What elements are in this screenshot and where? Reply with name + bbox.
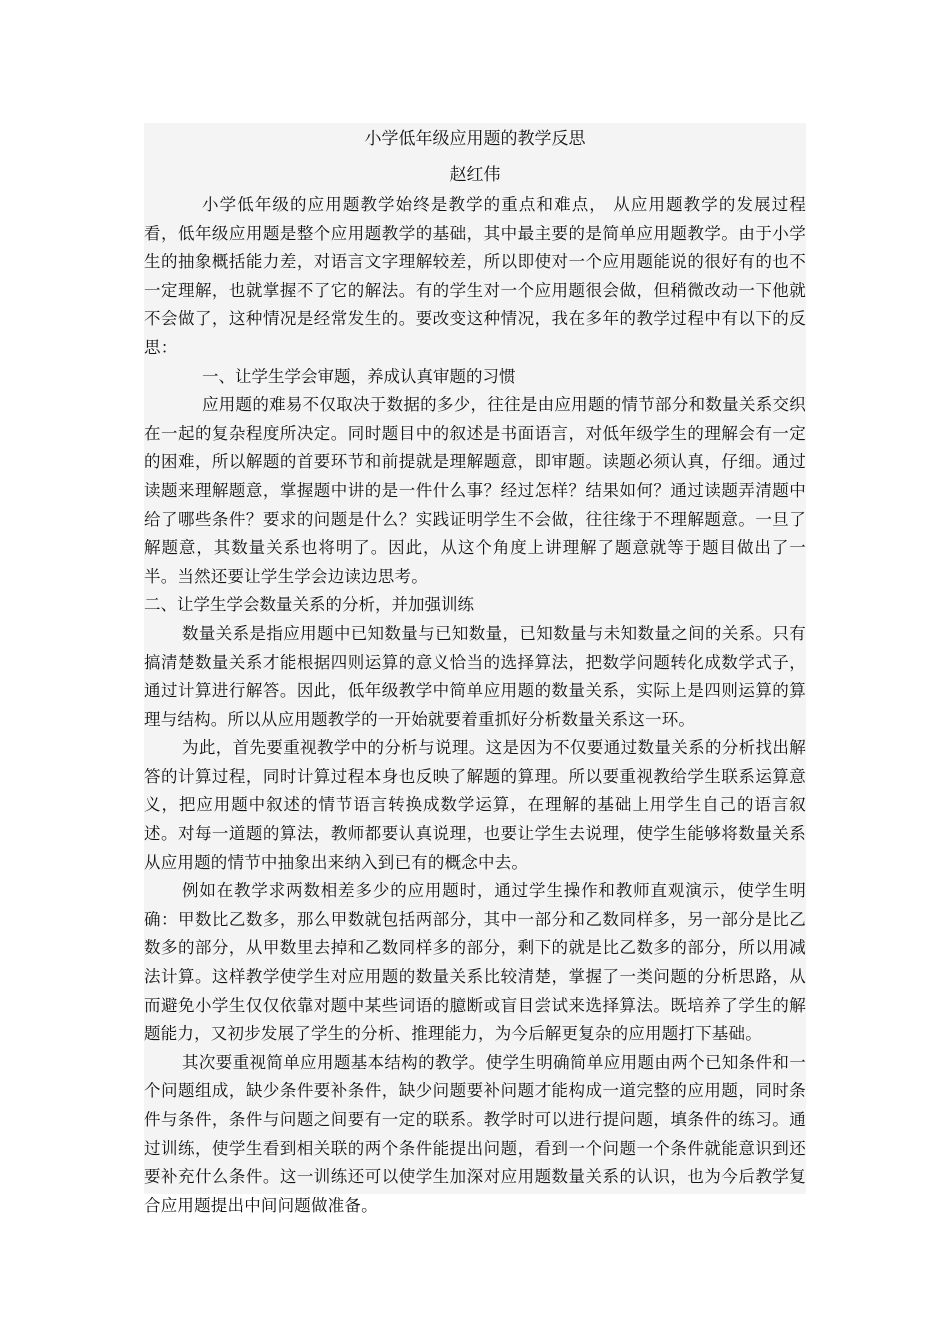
section-1-paragraph: 应用题的难易不仅取决于数据的多少，往往是由应用题的情节部分和数量关系交织在一起的复杂程度所决定。同时题目中的叙述是书面语言，对低年级学生的理解会有一定的困难，所以解题的首要环节和前提就是理解题意，即审题。读题必须认真，仔细。通过读题来理解题意，掌握题中讲的是一件什么事？经过怎样？结果如何？通过读题弄清题中给了哪些条件？要求的问题是什么？实践证明学生不会做，往往缘于不理解题意。一旦了解题意，其数量关系也将明了。因此，从这个角度上讲理解了题意就等于题目做出了一半。当然还要让学生学会边读边思考。 xyxy=(144,395,806,586)
section-2-paragraph: 其次要重视简单应用题基本结构的教学。使学生明确简单应用题由两个已知条件和一个问题组成，缺少条件要补条件，缺少问题要补问题才能构成一道完整的应用题，同时条件与条件，条件与问题之间要有一定的联系。教学时可以进行提问题，填条件的练习。通过训练，使学生看到相关联的两个条件能提出问题，看到一个问题一个条件就能意识到还要补充什么条件。这一训练还可以使学生加深对应用题数量关系的认识，也为今后教学复合应用题提出中间问题做准备。 xyxy=(144,1052,806,1215)
section-2-paragraph: 例如在教学求两数相差多少的应用题时，通过学生操作和教师直观演示，使学生明确：甲数比乙数多，那么甲数就包括两部分，其中一部分和乙数同样多，另一部分是比乙数多的部分，从甲数里去掉和乙数同样多的部分，剩下的就是比乙数多的部分，所以用减法计算。这样教学使学生对应用题的数量关系比较清楚，掌握了一类问题的分析思路，从而避免小学生仅仅依靠对题中某些词语的臆断或盲目尝试来选择算法。既培养了学生的解题能力，又初步发展了学生的分析、推理能力，为今后解更复杂的应用题打下基础。 xyxy=(144,881,806,1044)
section-2-paragraph: 为此，首先要重视教学中的分析与说理。这是因为不仅要通过数量关系的分析找出解答的计算过程，同时计算过程本身也反映了解题的算理。所以要重视教给学生联系运算意义，把应用题中叙述的情节语言转换成数学运算，在理解的基础上用学生自己的语言叙述。对每一道题的算法，教师都要认真说理，也要让学生去说理，使学生能够将数量关系从应用题的情节中抽象出来纳入到已有的概念中去。 xyxy=(144,738,806,872)
document-author: 赵红伟 xyxy=(449,165,501,185)
section-1-heading: 一、让学生学会审题，养成认真审题的习惯 xyxy=(202,366,516,386)
document-title: 小学低年级应用题的教学反思 xyxy=(364,129,586,149)
intro-paragraph: 小学低年级的应用题教学始终是教学的重点和难点， 从应用题教学的发展过程看，低年级应用题是整个应用题教学的基础，其中最主要的是简单应用题教学。由于小学生的抽象概括能力差，对语言文字理解较差，所以即使对一个应用题能说的很好有的也不一定理解，也就掌握不了它的解法。有的学生对一个应用题很会做，但稍微改动一下他就不会做了，这种情况是经常发生的。要改变这种情况，我在多年的教学过程中有以下的反思： xyxy=(144,195,806,357)
section-2-heading: 二、让学生学会数量关系的分析，并加强训练 xyxy=(144,595,474,615)
section-2-paragraph: 数量关系是指应用题中已知数量与已知数量，已知数量与未知数量之间的关系。只有搞清楚数量关系才能根据四则运算的意义恰当的选择算法，把数学问题转化成数学式子，通过计算进行解答。因此，低年级教学中简单应用题的数量关系，实际上是四则运算的算理与结构。所以从应用题教学的一开始就要着重抓好分析数量关系这一环。 xyxy=(144,623,806,729)
document-body xyxy=(144,123,806,1220)
